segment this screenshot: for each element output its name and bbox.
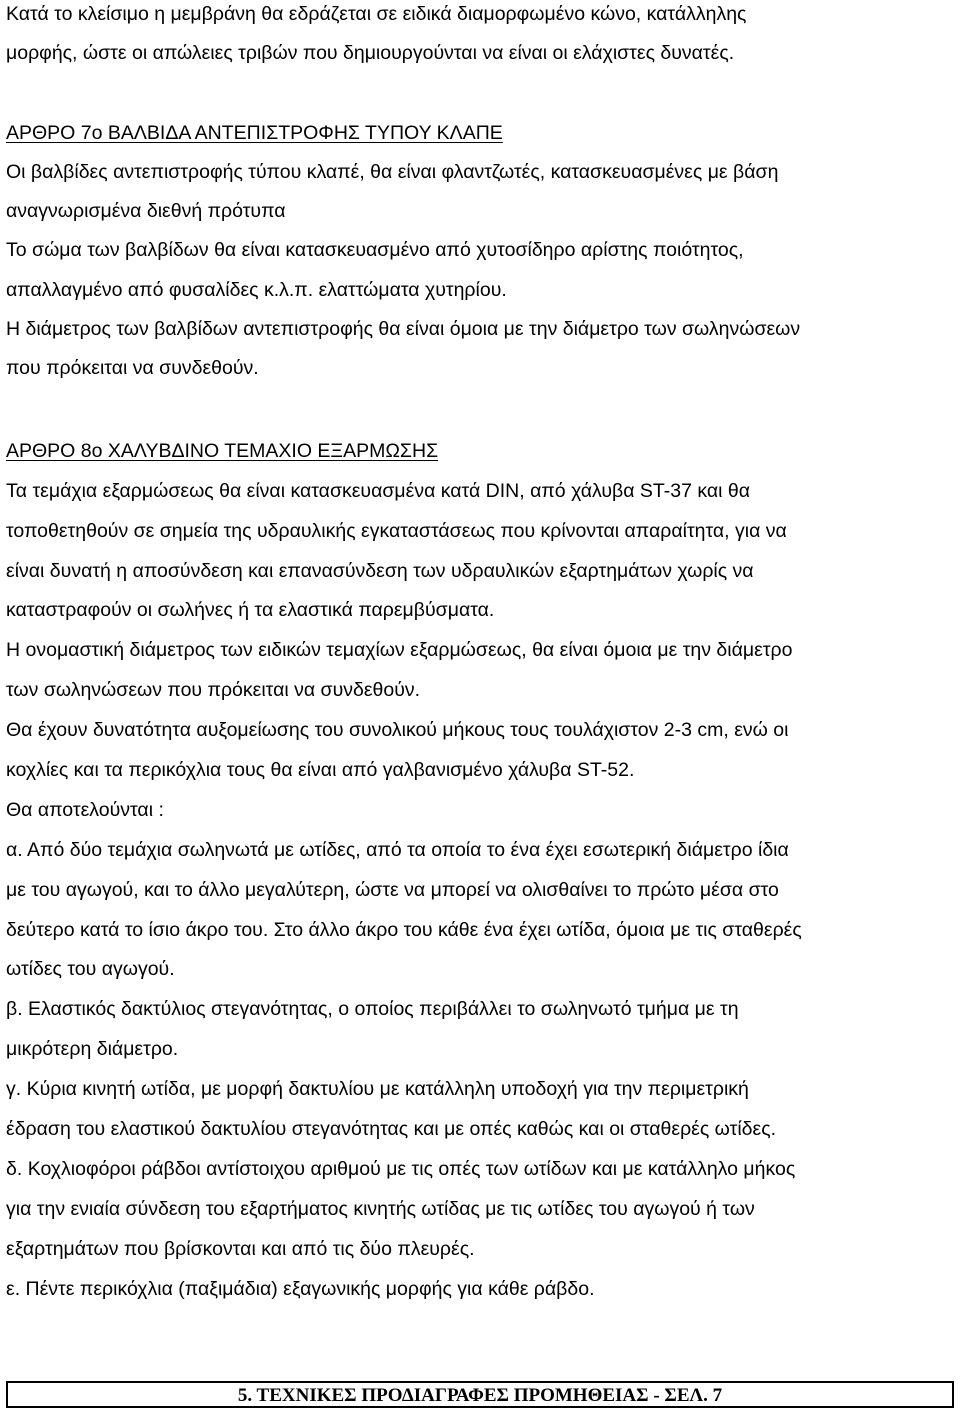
text-line: αναγνωρισμένα διεθνή πρότυπα bbox=[6, 200, 286, 222]
page-footer bbox=[6, 1381, 954, 1408]
list-item-c: γ. Κύρια κινητή ωτίδα, με μορφή δακτυλίου με κατάλληλη υποδοχή για την περιμετρική bbox=[6, 1078, 749, 1100]
list-item-b: β. Ελαστικός δακτύλιος στεγανότητας, ο οποίος περιβάλλει το σωληνωτό τμήμα με τη bbox=[6, 998, 739, 1020]
text-line: που πρόκειται να συνδεθούν. bbox=[6, 357, 259, 379]
text-line: Θα αποτελούνται : bbox=[6, 799, 164, 821]
section-heading-article-7: ΑΡΘΡΟ 7ο ΒΑΛΒΙΔΑ ΑΝΤΕΠΙΣΤΡΟΦΗΣ ΤΥΠΟΥ ΚΛΑΠΕ bbox=[6, 122, 503, 144]
text-line: απαλλαγμένο από φυσαλίδες κ.λ.π. ελαττώματα χυτηρίου. bbox=[6, 279, 507, 301]
text-line: ωτίδες του αγωγού. bbox=[6, 958, 175, 980]
text-line: Τα τεμάχια εξαρμώσεως θα είναι κατασκευασμένα κατά DIN, από χάλυβα ST-37 και θα bbox=[6, 480, 751, 502]
list-item-a: α. Από δύο τεμάχια σωληνωτά με ωτίδες, από τα οποία το ένα έχει εσωτερική διάμετρο ίδια bbox=[6, 839, 789, 861]
text-line: Οι βαλβίδες αντεπιστροφής τύπου κλαπέ, θα είναι φλαντζωτές, κατασκευασμένες με βάση bbox=[6, 161, 779, 183]
text-line: με του αγωγού, και το άλλο μεγαλύτερη, ώστε να μπορεί να ολισθαίνει το πρώτο μέσα στο bbox=[6, 879, 779, 901]
text-line: μικρότερη διάμετρο. bbox=[6, 1038, 179, 1060]
text-line: των σωληνώσεων που πρόκειται να συνδεθούν. bbox=[6, 679, 421, 701]
text-line: καταστραφούν οι σωλήνες ή τα ελαστικά παρεμβύσματα. bbox=[6, 599, 495, 621]
text-line: κοχλίες και τα περικόχλια τους θα είναι από γαλβανισμένο χάλυβα ST-52. bbox=[6, 759, 635, 781]
text-line: δεύτερο κατά το ίσιο άκρο του. Στο άλλο άκρο του κάθε ένα έχει ωτίδα, όμοια με τις σταθερές bbox=[6, 919, 802, 941]
text-line: είναι δυνατή η αποσύνδεση και επανασύνδεση των υδραυλικών εξαρτημάτων χωρίς να bbox=[6, 560, 754, 582]
text-line: έδραση του ελαστικού δακτυλίου στεγανότητας και με οπές καθώς και οι σταθερές ωτίδες. bbox=[6, 1118, 777, 1140]
text-line: για την ενιαία σύνδεση του εξαρτήματος κινητής ωτίδας με τις ωτίδες του αγωγού ή των bbox=[6, 1198, 755, 1220]
list-item-d: δ. Κοχλιοφόροι ράβδοι αντίστοιχου αριθμού με τις οπές των ωτίδων και με κατάλληλο μήκος bbox=[6, 1158, 796, 1180]
list-item-e: ε. Πέντε περικόχλια (παξιμάδια) εξαγωνικής μορφής για κάθε ράβδο. bbox=[6, 1278, 595, 1300]
footer-text: 5. ΤΕΧΝΙΚΕΣ ΠΡΟΔΙΑΓΡΑΦΕΣ ΠΡΟΜΗΘΕΙΑΣ - ΣΕΛ. 7 bbox=[237, 1385, 723, 1406]
text-line: τοποθετηθούν σε σημεία της υδραυλικής εγκαταστάσεως που κρίνονται απαραίτητα, για να bbox=[6, 520, 787, 542]
text-line: εξαρτημάτων που βρίσκονται και από τις δύο πλευρές. bbox=[6, 1238, 475, 1260]
text-line: Η ονομαστική διάμετρος των ειδικών τεμαχίων εξαρμώσεως, θα είναι όμοια με την διάμετρο bbox=[6, 639, 793, 661]
text-line: Κατά το κλείσιμο η μεμβράνη θα εδράζεται σε ειδικά διαμορφωμένο κώνο, κατάλληλης bbox=[6, 3, 747, 25]
text-line: μορφής, ώστε οι απώλειες τριβών που δημιουργούνται να είναι οι ελάχιστες δυνατές. bbox=[6, 42, 735, 64]
text-line: Το σώμα των βαλβίδων θα είναι κατασκευασμένο από χυτοσίδηρο αρίστης ποιότητος, bbox=[6, 239, 744, 261]
text-line: Θα έχουν δυνατότητα αυξομείωσης του συνολικού μήκους τους τουλάχιστον 2-3 cm, ενώ οι bbox=[6, 719, 789, 741]
section-heading-article-8: ΑΡΘΡΟ 8ο ΧΑΛΥΒΔΙΝΟ ΤΕΜΑΧΙΟ ΕΞΑΡΜΩΣΗΣ bbox=[6, 440, 439, 462]
text-line: Η διάμετρος των βαλβίδων αντεπιστροφής θα είναι όμοια με την διάμετρο των σωληνώσεων bbox=[6, 318, 801, 340]
